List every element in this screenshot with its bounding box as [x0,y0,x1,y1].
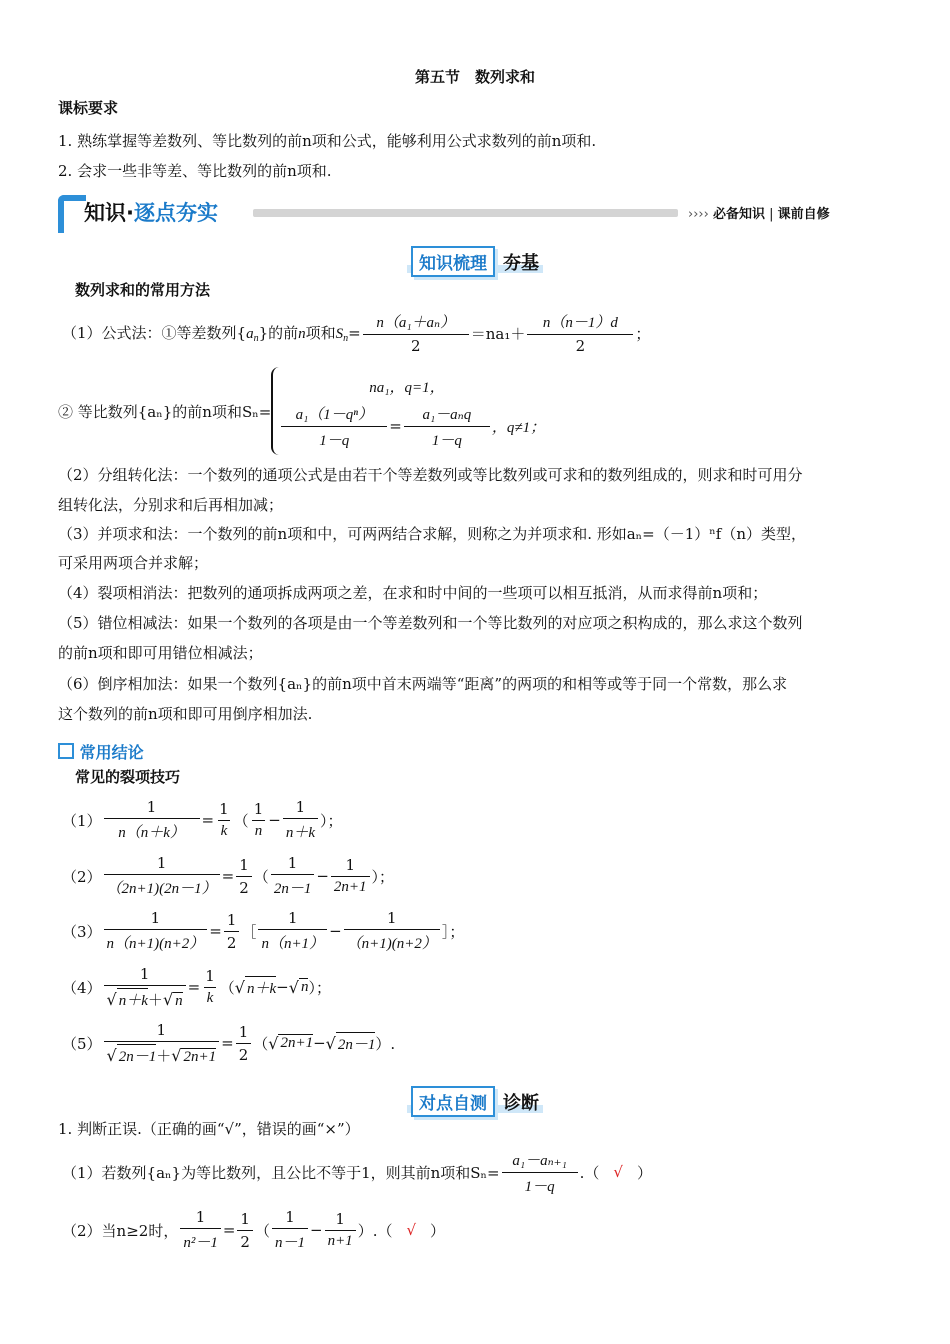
question-1-2: （2）当n≥2时， $\frac{1}{\text{n²－1}}$ = $\frac{1}{2}$ （ $\frac{1}{n-1}$ − $\frac{1}{n+1}$ ）.（ √ ） [62,1208,446,1251]
method-2-formula: ② 等比数列{aₙ}的前n项和Sₙ= na₁，q=1， $\frac{\text{a₁（1－qⁿ）}}{1-q}$ = $\frac{\text{a₁－aₙq}}{1-q}$ ，q≠1； [58,366,545,456]
method-3-text-b: 可采用两项合并求解； [58,554,209,572]
methods-heading: 数列求和的常用方法 [75,281,211,299]
requirement-2: 2. 会求一些非等差、等比数列的前n项和. [58,162,332,180]
banner-arrows: ›››› [688,207,709,222]
section-tag-1-tail: 夯基 [503,253,539,274]
split-formula-4: （4） $\frac{1}{√ n+k+√ n}$ = $\frac{1}{k}$ （ √ n＋k − √ n ）； [62,964,331,1009]
requirement-1: 1. 熟练掌握等差数列、等比数列的前n项和公式，能够利用公式求数列的前n项和. [58,132,597,150]
banner-title-b: 逐点夯实 [133,201,218,225]
split-formula-2: （2） $\frac{1}{(2n+1)(2n-1)}$ = $\frac{1}{2}$ （ $\frac{1}{2n-1}$ − $\frac{1}{2n+1}$ ）； [62,854,395,897]
answer-mark-2: √ [406,1221,417,1239]
section-tag-2-tail: 诊断 [503,1093,539,1114]
method-2-text-a: （2）分组转化法：一个数列的通项公式是由若干个等差数列或等比数列或可求和的数列组成的，则求和时可用分 [58,466,803,484]
split-formula-5: （5） $\frac{1}{√ 2n-1+√ 2n+1}$ = $\frac{1}{2}$ （ √ 2n+1 − √ 2n－1 ）. [62,1020,396,1065]
banner-corner-icon [58,195,86,233]
banner-sep: | [769,207,774,222]
banner-right-a: 必备知识 [712,207,765,222]
question-1-1: （1）若数列{aₙ}为等比数列，且公比不等于1，则其前n项和Sₙ= $\frac{\text{a₁－aₙ₊₁}}{1-q}$ .（ √ ） [62,1152,652,1195]
requirements-heading: 课标要求 [58,99,119,117]
split-formula-3: （3） $\frac{1}{n(n+1)(n+2)}$ = $\frac{1}{2}$ ［ $\frac{1}{n(n+1)}$ − $\frac{1}{(n+1)(n+2)}$ ］； [62,909,465,952]
question-1: 1. 判断正误.（正确的画“√”，错误的画“×”） [58,1120,360,1138]
method-4-text: （4）裂项相消法：把数列的通项拆成两项之差，在求和时中间的一些项可以相互抵消，从而求得前n项和； [58,584,768,602]
conclusion-tag: 常用结论 [58,740,144,763]
method-6-text-a: （6）倒序相加法：如果一个数列{aₙ}的前n项中首末两端等“距离”的两项的和相等或等于同一个常数，那么求 [58,675,788,693]
method-5-text-b: 的前n项和即可用错位相减法； [58,644,263,662]
method-1-formula: （1）公式法：①等差数列$\{a_n\}$的前n项和$S_n=$ $\frac{\text{n（a₁＋aₙ）}}{2}$ ＝na₁＋ $\frac{n(n-1)d}{2}$ ； [62,315,651,355]
left-brace [271,367,279,455]
method-6-text-b: 这个数列的前n项和即可用倒序相加法. [58,705,313,723]
banner-right-b: 课前自修 [777,207,830,222]
knowledge-banner [58,195,898,231]
banner-bar [253,209,678,217]
section-tag-2-label: 对点自测 [411,1086,495,1117]
section-tag-1 [0,246,950,277]
section-tag-1-label: 知识梳理 [411,246,495,277]
banner-dot: · [126,201,134,225]
method-5-text-a: （5）错位相减法：如果一个数列的各项是由一个等差数列和一个等比数列的对应项之积构成的，那么求这个数列 [58,614,803,632]
section-tag-2 [0,1086,950,1117]
split-heading: 常见的裂项技巧 [75,768,181,786]
banner-title-a: 知识 [84,201,126,225]
checkbox-icon [58,743,74,759]
answer-mark-1: √ [613,1163,623,1181]
method-3-text-a: （3）并项求和法：一个数列的前n项和中，可两两结合求解，则称之为并项求和. 形如aₙ=（－1）ⁿf（n）类型， [58,525,806,543]
method-2-text-b: 组转化法，分别求和后再相加减； [58,496,284,514]
split-formula-1: （1） $\frac{1}{n(n+k)}$ = $\frac{1}{k}$ （ $\frac{1}{n}$ − $\frac{1}{n+k}$ ）； [62,798,343,841]
page-title: 第五节 数列求和 [414,68,535,86]
